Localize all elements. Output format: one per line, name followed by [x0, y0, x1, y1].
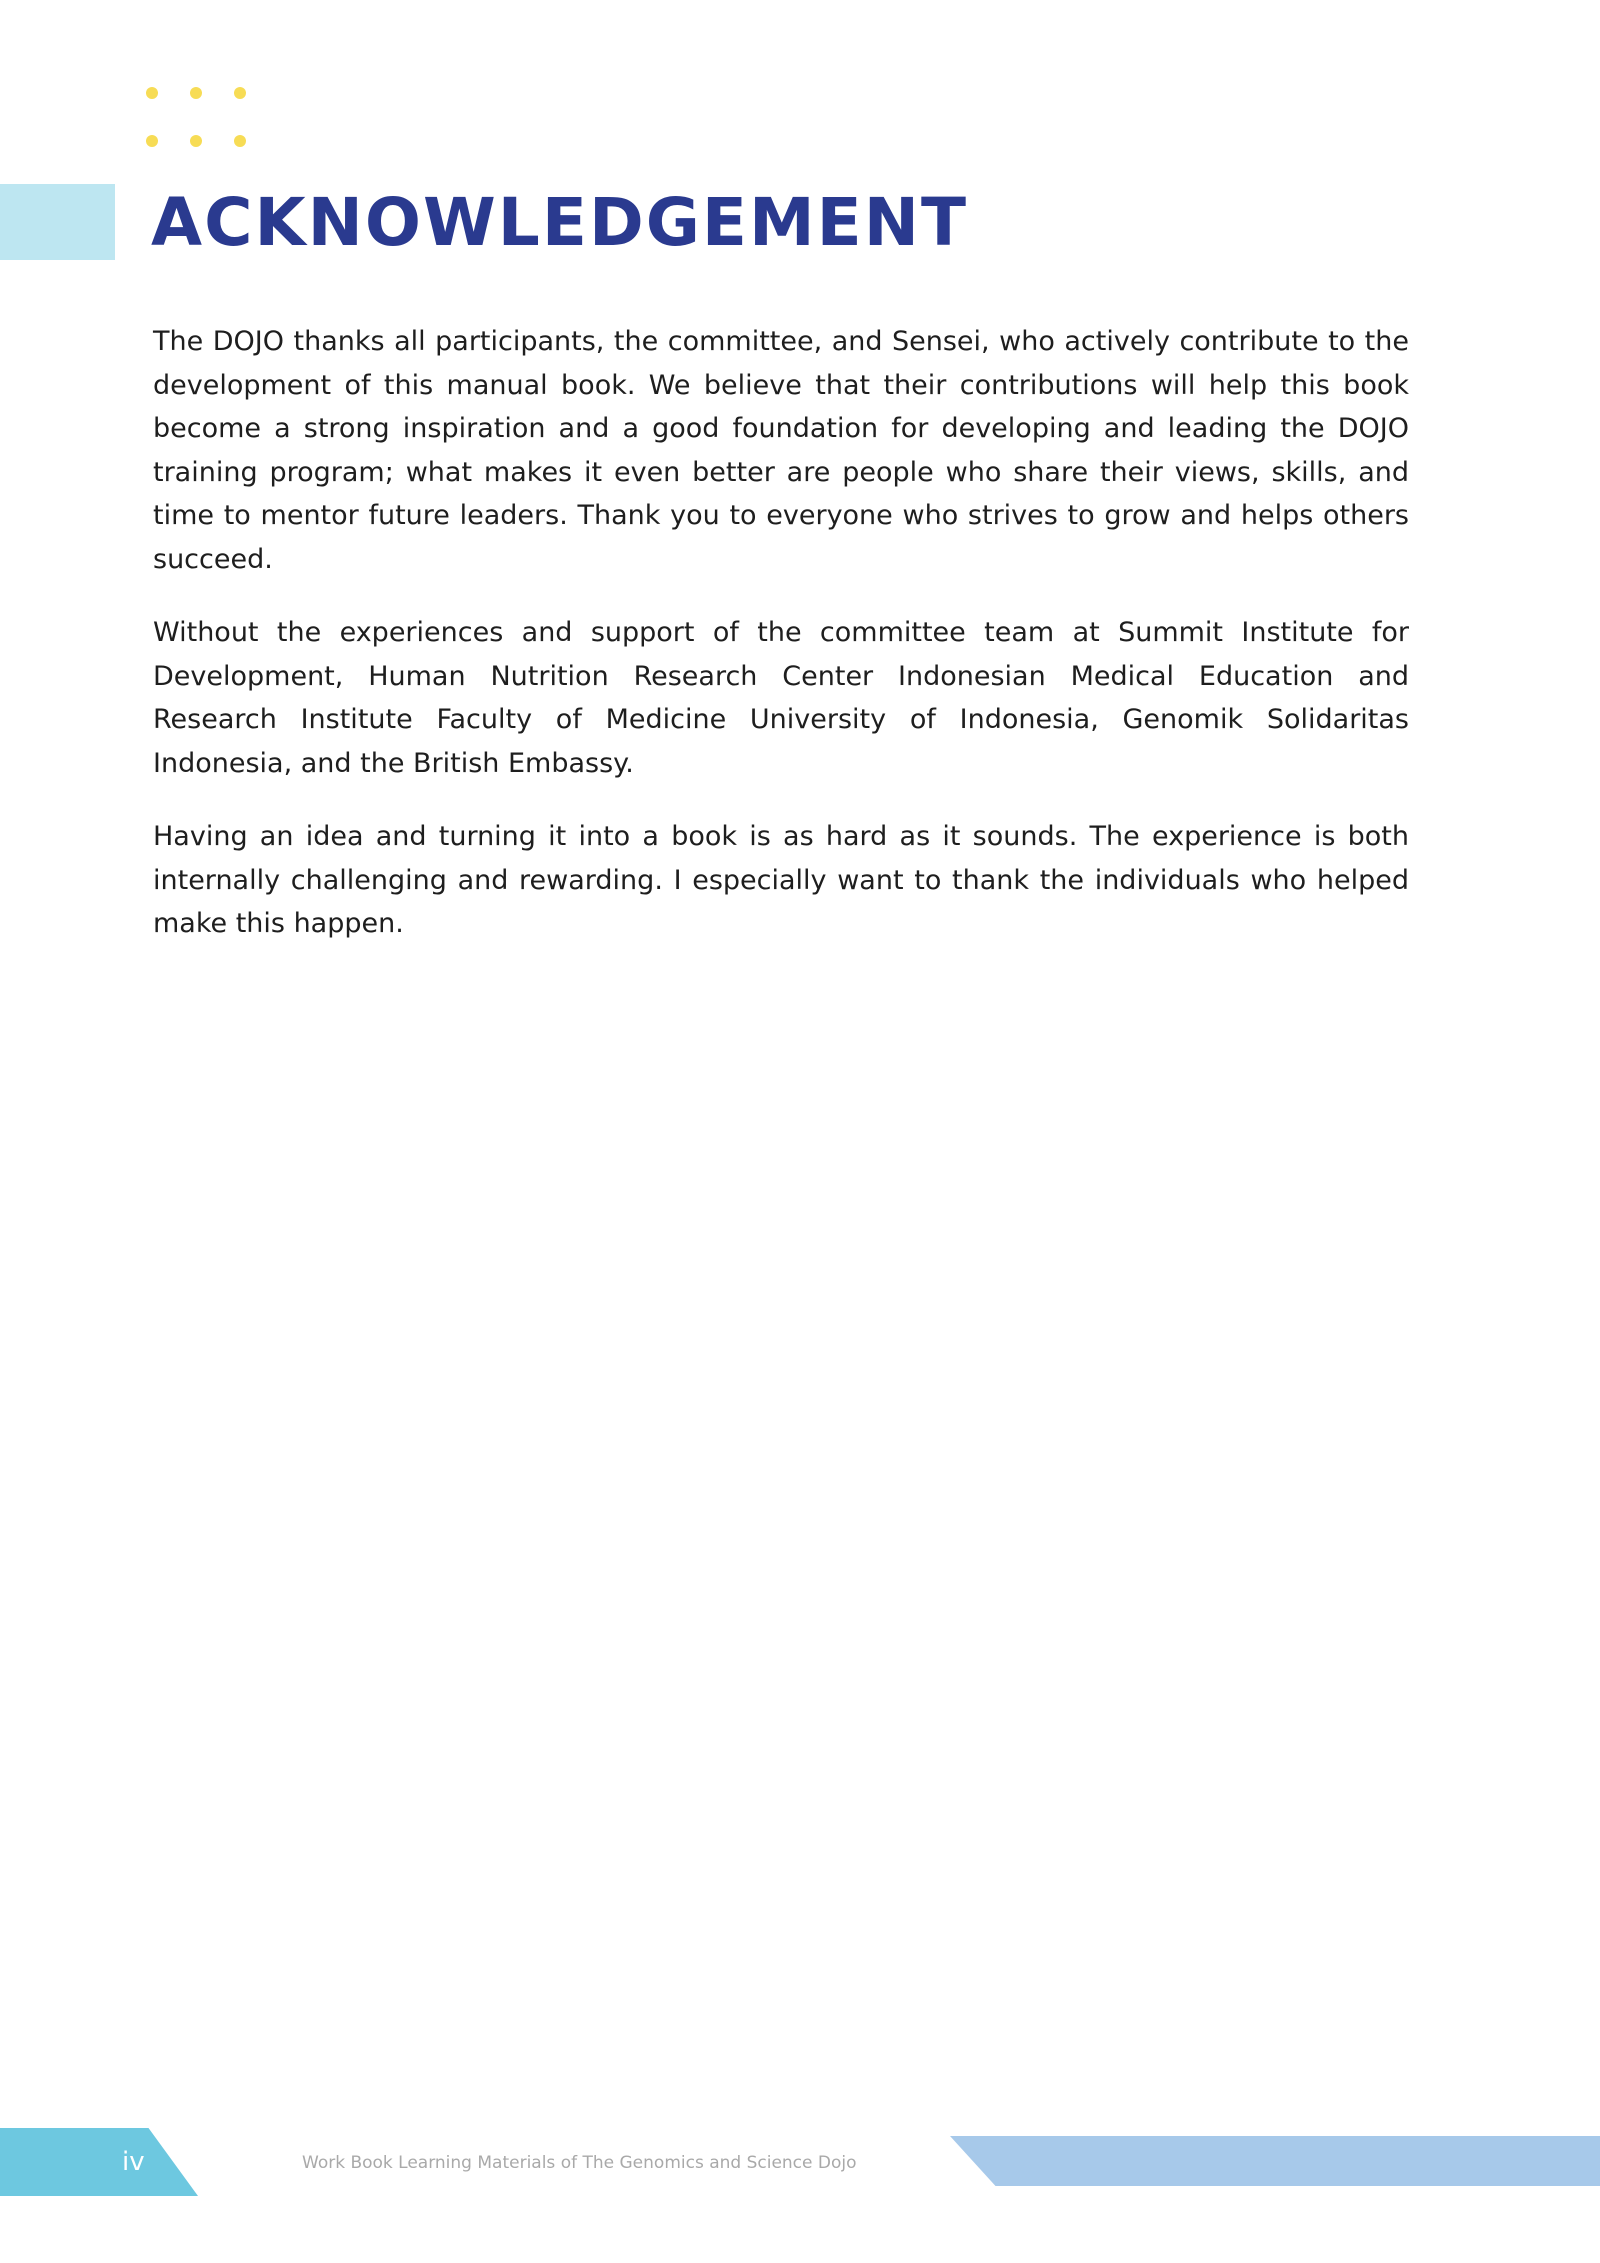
- dot: [146, 135, 158, 147]
- page-number: iv: [122, 2147, 145, 2177]
- dot: [234, 87, 246, 99]
- footer-right-band: [950, 2136, 1600, 2186]
- title-accent-band: [0, 184, 115, 260]
- paragraph: The DOJO thanks all participants, the committee, and Sensei, who actively contribute to the development of this manual book. We believe that their contributions will help this book become a strong inspiration and a good foundation for developing and leading the DOJO training program; what makes it even better are people who share their views, skills, and time to mentor future leaders. Thank you to everyone who strives to grow and helps others succeed.: [153, 326, 1409, 575]
- dot: [190, 135, 202, 147]
- footer-page-band: [0, 2128, 198, 2196]
- dot: [234, 135, 246, 147]
- paragraph: Without the experiences and support of the committee team at Summit Institute for Development, Human Nutrition Research Center Indonesian Medical Education and Research Institute Faculty of Medicine University of Indonesia, Genomik Solidaritas Indonesia, and the British Embassy.: [153, 617, 1409, 779]
- body-text: [153, 320, 1409, 976]
- dot: [146, 87, 158, 99]
- footer-caption: Work Book Learning Materials of The Genomics and Science Dojo: [302, 2153, 857, 2173]
- dot: [190, 87, 202, 99]
- decorative-dot-grid: [146, 87, 246, 153]
- page-title: ACKNOWLEDGEMENT: [151, 184, 969, 261]
- paragraph: Having an idea and turning it into a book is as hard as it sounds. The experience is both internally challenging and rewarding. I especially want to thank the individuals who helped make this happen.: [153, 821, 1409, 939]
